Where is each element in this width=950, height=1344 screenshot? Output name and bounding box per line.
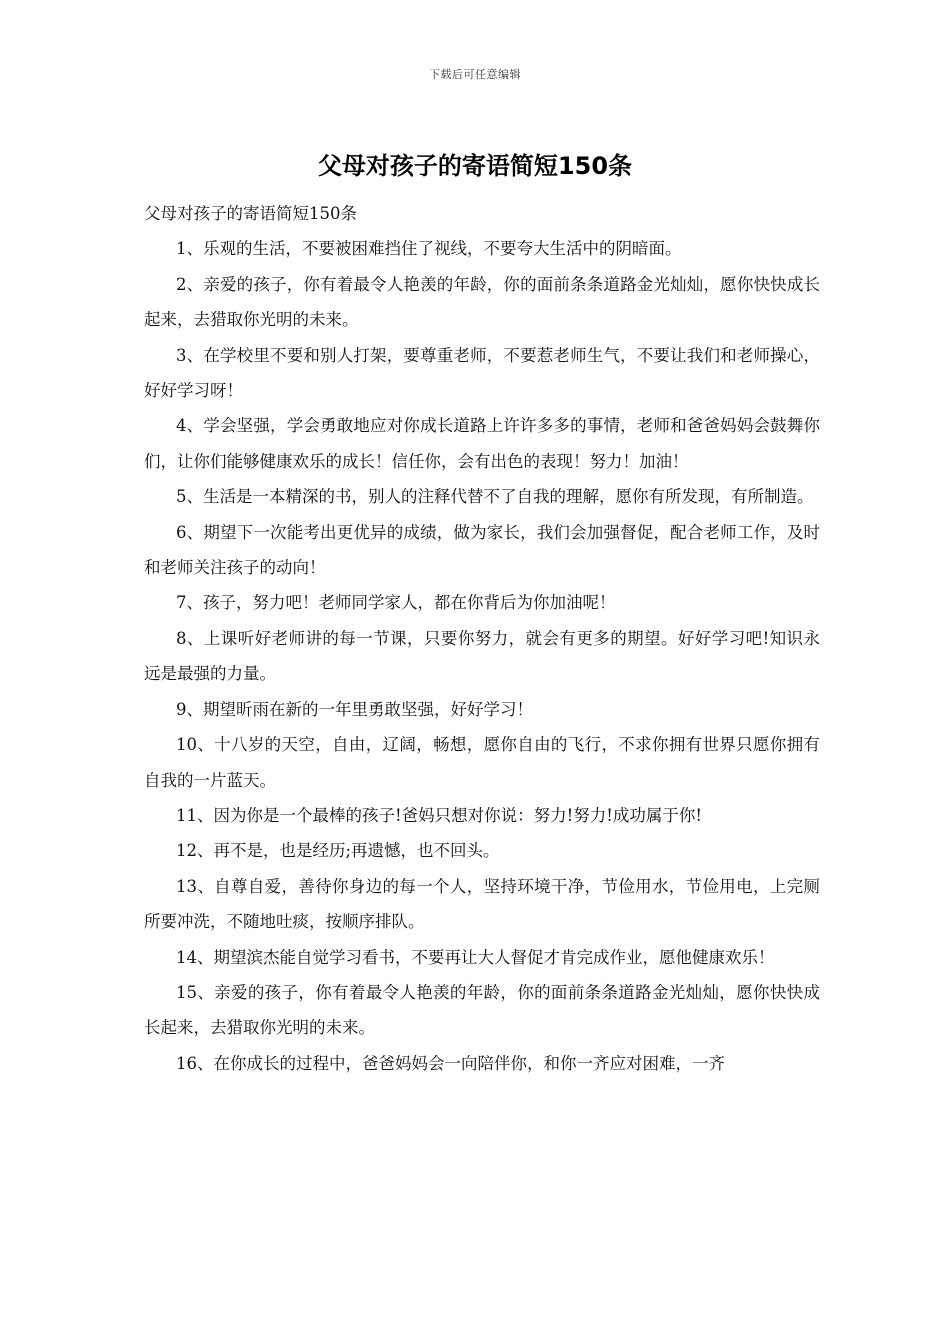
document-title: 父母对孩子的寄语简短150条	[317, 152, 633, 180]
document-body	[144, 196, 820, 1081]
list-item: 1、乐观的生活，不要被困难挡住了视线，不要夸大生活中的阴暗面。	[176, 239, 682, 259]
document-subtitle: 父母对孩子的寄语简短150条	[144, 204, 357, 223]
list-item: 4、学会坚强，学会勇敢地应对你成长道路上许许多多的事情，老师和爸爸妈妈会鼓舞你们，让你们能够健康欢乐的成长！信任你，会有出色的表现！努力！加油！	[144, 416, 820, 471]
list-item: 6、期望下一次能考出更优异的成绩，做为家长，我们会加强督促，配合老师工作，及时和老师关注孩子的动向！	[144, 522, 820, 578]
list-item: 3、在学校里不要和别人打架，要尊重老师，不要惹老师生气，不要让我们和老师操心，好好学习呀！	[144, 345, 820, 401]
list-item: 2、亲爱的孩子，你有着最令人艳羡的年龄，你的面前条条道路金光灿灿，愿你快快成长起来，去猎取你光明的未来。	[144, 274, 820, 330]
list-item: 15、亲爱的孩子，你有着最令人艳羡的年龄，你的面前条条道路金光灿灿，愿你快快成长起来，去猎取你光明的未来。	[144, 982, 820, 1038]
list-item: 13、自尊自爱，善待你身边的每一个人，坚持环境干净，节俭用水，节俭用电，上完厕所要冲洗，不随地吐痰，按顺序排队。	[144, 876, 820, 932]
list-item: 8、上课听好老师讲的每一节课，只要你努力，就会有更多的期望。好好学习吧!知识永远是最强的力量。	[144, 628, 820, 684]
list-item: 12、再不是，也是经历;再遗憾，也不回头。	[176, 841, 500, 861]
list-item: 10、十八岁的天空，自由，辽阔，畅想，愿你自由的飞行，不求你拥有世界只愿你拥有自我的一片蓝天。	[144, 735, 820, 790]
list-item: 7、孩子，努力吧！老师同学家人，都在你背后为你加油呢！	[176, 593, 616, 613]
list-item: 16、在你成长的过程中，爸爸妈妈会一向陪伴你，和你一齐应对困难，一齐	[176, 1053, 725, 1073]
list-item: 9、期望昕雨在新的一年里勇敢坚强，好好学习！	[176, 699, 533, 719]
list-item: 14、期望滨杰能自觉学习看书，不要再让大人督促才肯完成作业，愿他健康欢乐！	[176, 947, 775, 967]
list-item: 11、因为你是一个最棒的孩子!爸妈只想对你说：努力!努力!成功属于你!	[176, 805, 703, 825]
list-item: 5、生活是一本精深的书，别人的注释代替不了自我的理解，愿你有所发现，有所制造。	[176, 487, 814, 507]
header-note: 下载后可任意编辑	[429, 68, 521, 81]
